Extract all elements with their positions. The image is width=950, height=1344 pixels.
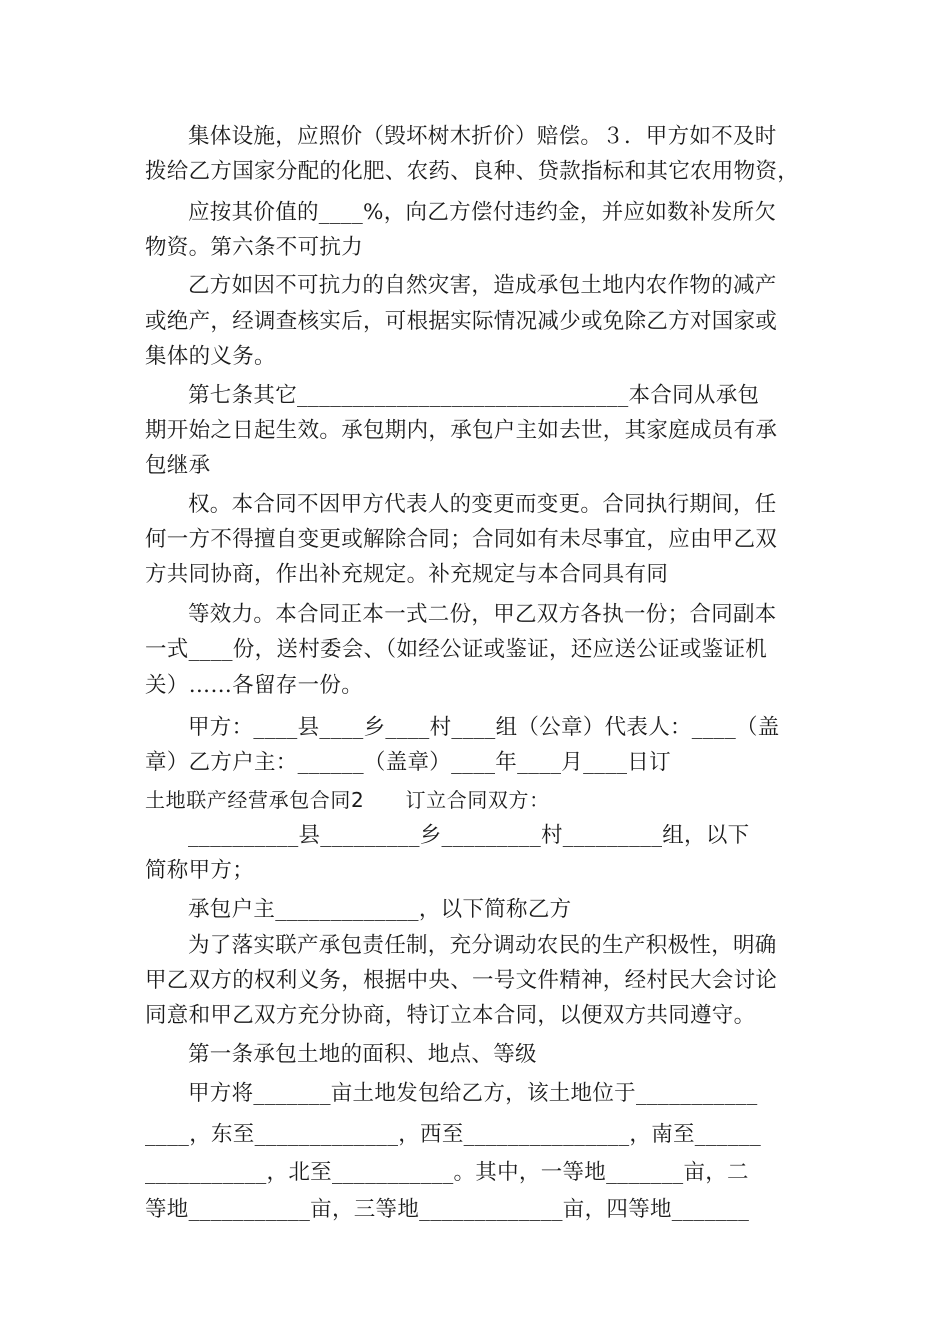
text-line: 第一条承包土地的面积、地点、等级 <box>188 1042 537 1067</box>
text-line: 物资。第六条不可抗力 <box>145 235 364 260</box>
text-line: 甲方：____县____乡____村____组（公章）代表人：____（盖 <box>188 715 780 740</box>
text-line: 或绝产，经调查核实后，可根据实际情况减少或免除乙方对国家或 <box>145 309 778 334</box>
text-line: ___________，北至___________。其中，一等地_______亩，二 <box>145 1160 749 1185</box>
text-line: 第七条其它______________________________本合同从承包 <box>188 383 760 408</box>
text-line: 简称甲方； <box>145 858 255 883</box>
text-line: 集体设施，应照价（毁坏树木折价）赔偿。３．甲方如不及时 <box>188 124 777 149</box>
text-line: 章）乙方户主：______（盖章）____年____月____日订 <box>145 750 671 775</box>
text-line: 等地___________亩，三等地_____________亩，四等地_______ <box>145 1197 750 1222</box>
text-line: 期开始之日起生效。承包期内，承包户主如去世，其家庭成员有承 <box>145 418 778 443</box>
text-line: 同意和甲乙双方充分协商，特订立本合同，以便双方共同遵守。 <box>145 1003 756 1028</box>
text-line: 为了落实联产承包责任制，充分调动农民的生产积极性，明确 <box>188 933 777 958</box>
text-line: 何一方不得擅自变更或解除合同；合同如有未尽事宜，应由甲乙双 <box>145 527 778 552</box>
text-line: 方共同协商，作出补充规定。补充规定与本合同具有同 <box>145 562 669 587</box>
text-line: __________县_________乡_________村_________组，以下 <box>188 823 750 848</box>
text-line: 一式____份，送村委会、（如经公证或鉴证，还应送公证或鉴证机 <box>145 637 768 662</box>
text-line: 拨给乙方国家分配的化肥、农药、良种、贷款指标和其它农用物资， <box>145 159 800 184</box>
text-line: 关）……各留存一份。 <box>145 673 364 698</box>
document-heading: 土地联产经营承包合同2 订立合同双方： <box>145 788 550 812</box>
text-line: 权。本合同不因甲方代表人的变更而变更。合同执行期间，任 <box>188 492 777 517</box>
text-line: 乙方如因不可抗力的自然灾害，造成承包土地内农作物的减产 <box>188 273 777 298</box>
text-line: 应按其价值的____%，向乙方偿付违约金，并应如数补发所欠 <box>188 200 777 225</box>
text-line: 等效力。本合同正本一式二份，甲乙双方各执一份；合同副本 <box>188 602 777 627</box>
text-line: ____，东至_____________，西至_______________，南至______ <box>145 1122 762 1147</box>
text-line: 承包户主_____________，以下简称乙方 <box>188 897 572 922</box>
text-line: 甲方将_______亩土地发包给乙方，该土地位于___________ <box>188 1081 758 1106</box>
text-line: 甲乙双方的权利义务，根据中央、一号文件精神，经村民大会讨论 <box>145 968 778 993</box>
text-line: 包继承 <box>145 453 211 478</box>
text-line: 集体的义务。 <box>145 344 276 369</box>
